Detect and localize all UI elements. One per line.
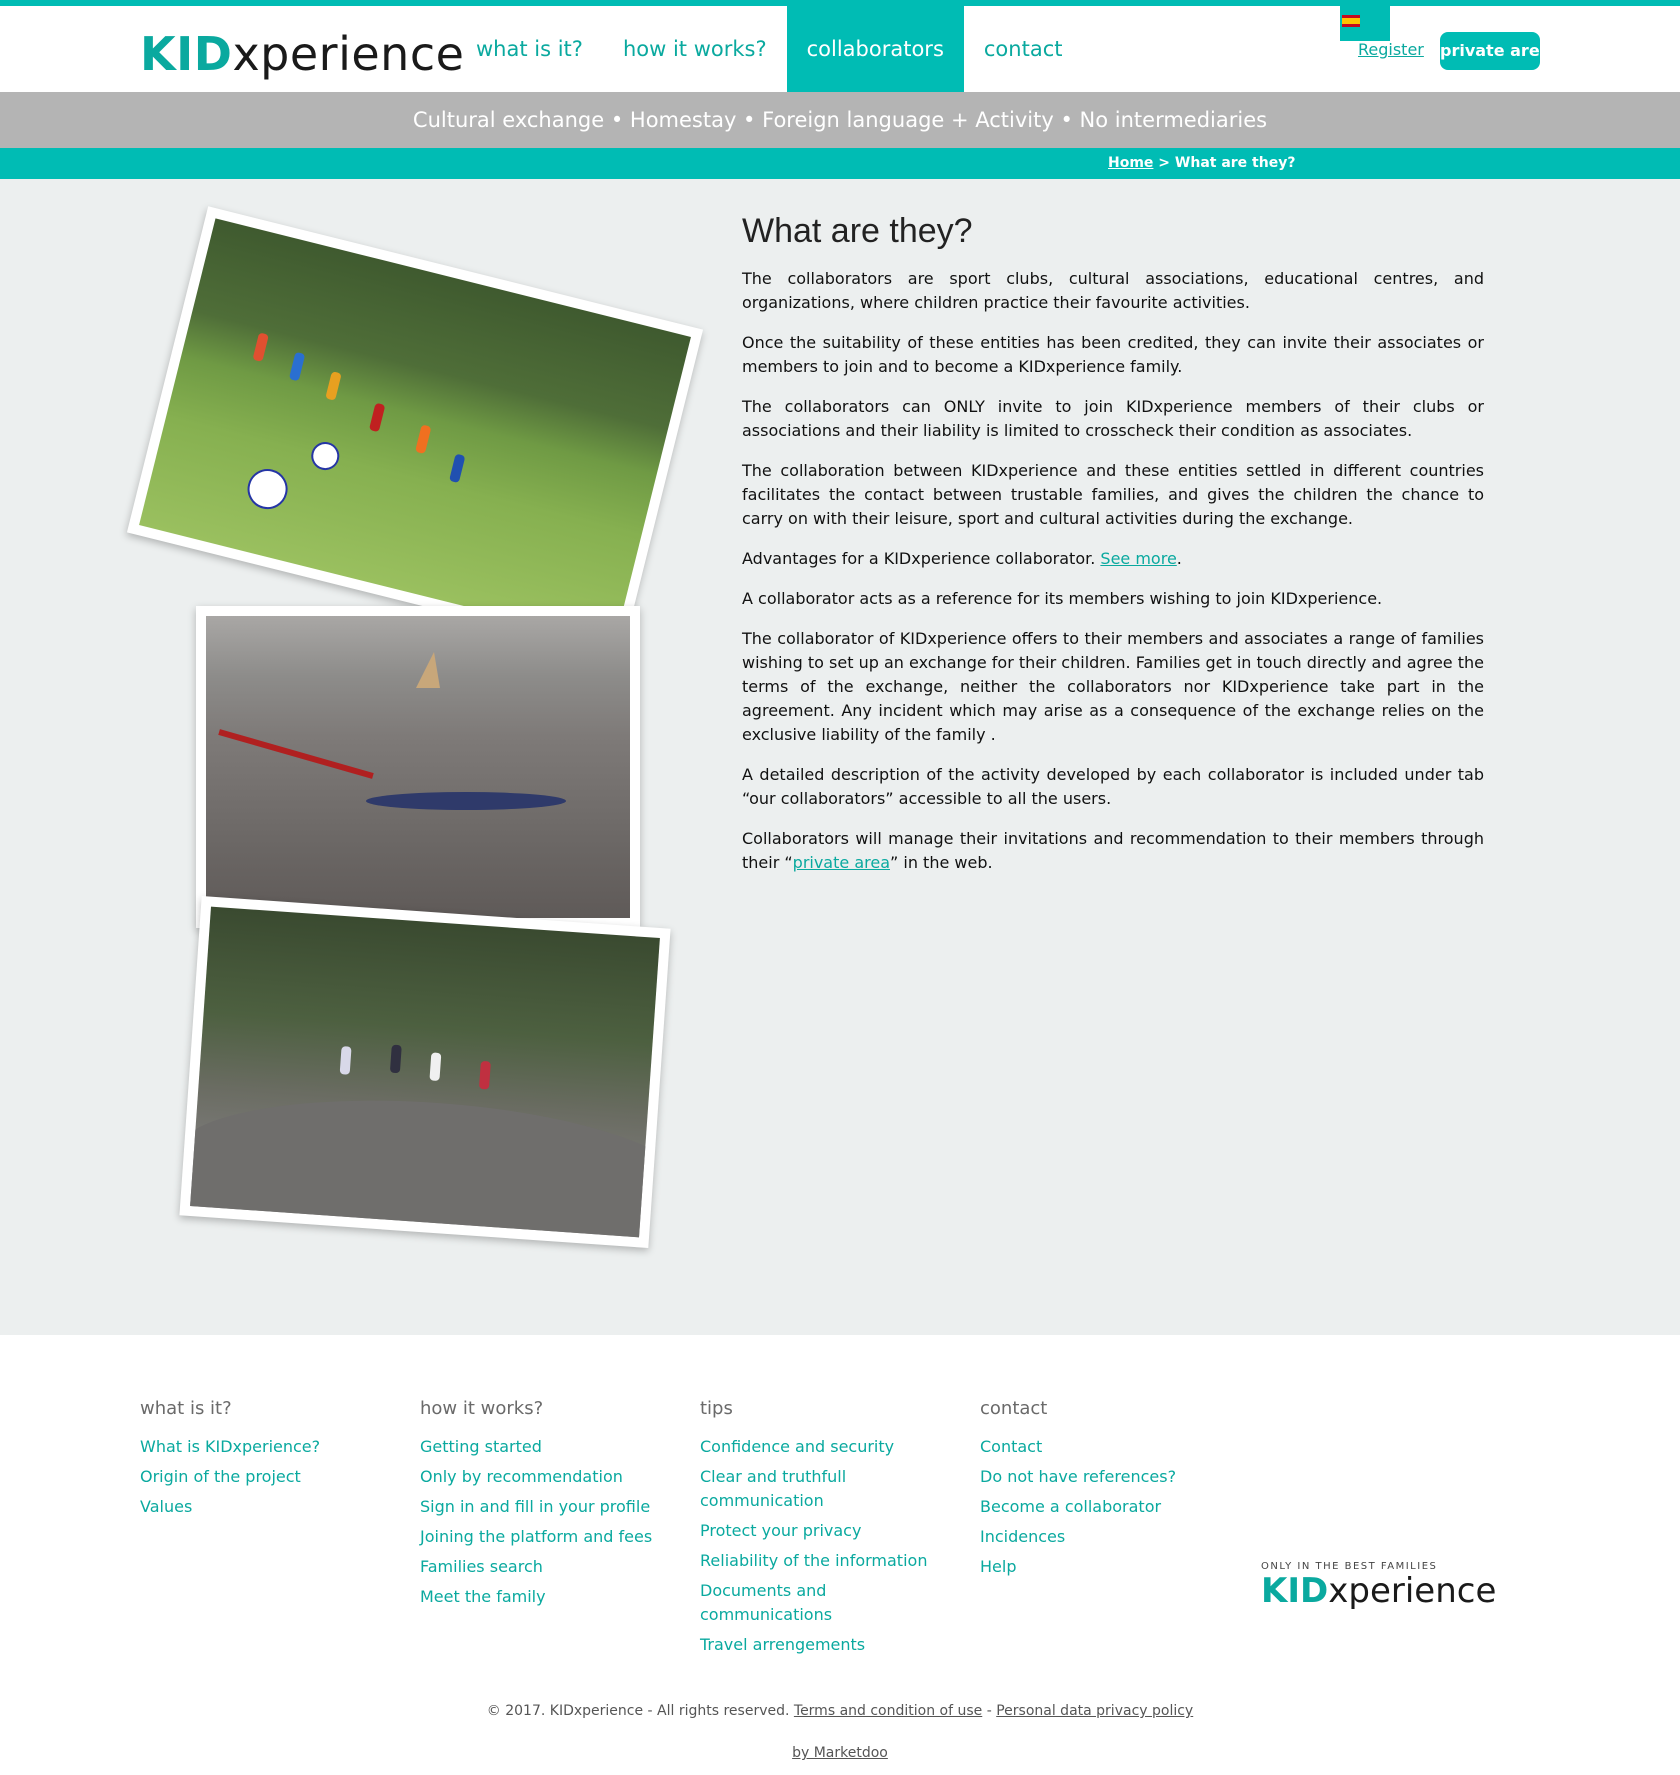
copyright: © 2017. KIDxperience - All rights reserved. Terms and condition of use - Personal data privacy policy [486,1703,1194,1719]
terms-link[interactable]: Terms and condition of use [793,1703,983,1719]
footer-link[interactable]: Getting started [420,1437,542,1456]
register-link[interactable]: Register [1358,40,1424,59]
footer-link[interactable]: Meet the family [420,1587,546,1606]
paragraph: The collaborators can ONLY invite to join KIDxperience members of their clubs or associations and their liability is limited to crosscheck their condition as associates. [742,397,1484,440]
footer-slogan: ONLY IN THE BEST FAMILIES [1261,1561,1438,1572]
spain-flag-icon[interactable] [1342,15,1360,27]
paragraph: The collaborators are sport clubs, cultural associations, educational centres, and organizations, where children practice their favourite activities. [742,269,1484,312]
site-header [0,6,1680,92]
paragraph: The collaboration between KIDxperience and these entities settled in different countries facilitates the contact between trustable families, and gives the children the chance to carry on with their leisure, sport and cultural activities during the exchange. [742,461,1484,528]
kayak-lake-photo [196,606,640,928]
footer-link[interactable]: Origin of the project [140,1467,301,1486]
kids-soccer-photo [127,206,703,655]
footer-column-how-it-works [420,1397,680,1615]
breadcrumb-separator: > [1153,155,1175,171]
privacy-link[interactable]: Personal data privacy policy [996,1703,1194,1719]
see-more-link[interactable]: See more [1100,549,1177,568]
footer-link[interactable]: Confidence and security [700,1437,895,1456]
paragraph: Collaborators will manage their invitations and recommendation to their members through their “private area” in the web. [742,829,1484,872]
site-logo[interactable]: KIDxperience [140,27,465,81]
private-area-link[interactable]: private area [792,853,890,872]
article [742,209,1484,891]
footer-link[interactable]: Joining the platform and fees [420,1527,653,1546]
tagline-bar: Cultural exchange • Homestay • Foreign language + Activity • No intermediaries [0,92,1680,148]
footer-column-title: tips [700,1398,733,1419]
page-title: What are they? [742,212,973,250]
soccer-ball-icon [243,465,291,513]
footer-link[interactable]: Become a collaborator [980,1497,1162,1516]
nav-how-it-works[interactable]: how it works? [622,37,767,61]
paragraph: Once the suitability of these entities has been credited, they can invite their associates or members to join and to become a KIDxperience family. [742,333,1484,376]
footer-column-tips [700,1397,930,1663]
footer-link[interactable]: Reliability of the information [700,1551,928,1570]
bmx-kids-photo [179,896,670,1248]
marketdoo-link[interactable]: by Marketdoo [792,1745,888,1761]
footer-column-title: what is it? [140,1398,232,1419]
paragraph: The collaborator of KIDxperience offers to their members and associates a range of families wishing to set up an exchange for their children. Families get in touch directly and agree the terms of the exchange, neither the collaborators nor KIDxperience take part in the agreement. Any incident which may arise as a consequence of the exchange relies on the exclusive liability of the family . [742,629,1484,744]
footer-link[interactable]: Only by recommendation [420,1467,623,1486]
footer-link[interactable]: Sign in and fill in your profile [420,1497,651,1516]
breadcrumb-current: What are they? [1174,155,1296,171]
footer-link[interactable]: Clear and truthfull communication [700,1467,847,1510]
footer-link[interactable]: Do not have references? [980,1467,1177,1486]
paragraph: A collaborator acts as a reference for its members wishing to join KIDxperience. [742,589,1383,608]
footer-link[interactable]: Help [980,1557,1017,1576]
nav-collaborators[interactable]: collaborators [787,6,964,92]
sailboat-icon [416,652,440,688]
nav-what-is-it[interactable]: what is it? [476,37,583,61]
footer-link[interactable]: Incidences [980,1527,1066,1546]
footer-link[interactable]: What is KIDxperience? [140,1437,321,1456]
footer-logo: ONLY IN THE BEST FAMILIES KIDxperience [1261,1561,1497,1611]
footer-column-what-is-it [140,1397,400,1525]
breadcrumb [1108,155,1295,171]
footer-link[interactable]: Families search [420,1557,543,1576]
site-footer [0,1335,1680,1775]
breadcrumb-bar [0,148,1680,179]
paragraph: Advantages for a KIDxperience collaborator. See more. [742,549,1182,568]
main-content [0,179,1680,1335]
private-area-button[interactable]: private area [1440,32,1540,70]
nav-contact[interactable]: contact [983,37,1063,61]
kayak-icon [366,792,566,810]
paragraph: A detailed description of the activity developed by each collaborator is included under tab “our collaborators” accessible to all the users. [742,765,1484,808]
footer-link[interactable]: Travel arrengements [700,1635,866,1654]
footer-link[interactable]: Documents and communications [700,1581,833,1624]
main-nav [456,6,1082,92]
footer-column-contact [980,1397,1240,1585]
footer-link[interactable]: Protect your privacy [700,1521,862,1540]
language-selector[interactable] [1340,6,1390,41]
footer-column-title: how it works? [420,1398,544,1419]
footer-link[interactable]: Values [140,1497,193,1516]
footer-column-title: contact [980,1398,1048,1419]
soccer-ball-icon [308,439,342,473]
footer-link[interactable]: Contact [980,1437,1043,1456]
breadcrumb-home-link[interactable]: Home [1108,155,1154,171]
